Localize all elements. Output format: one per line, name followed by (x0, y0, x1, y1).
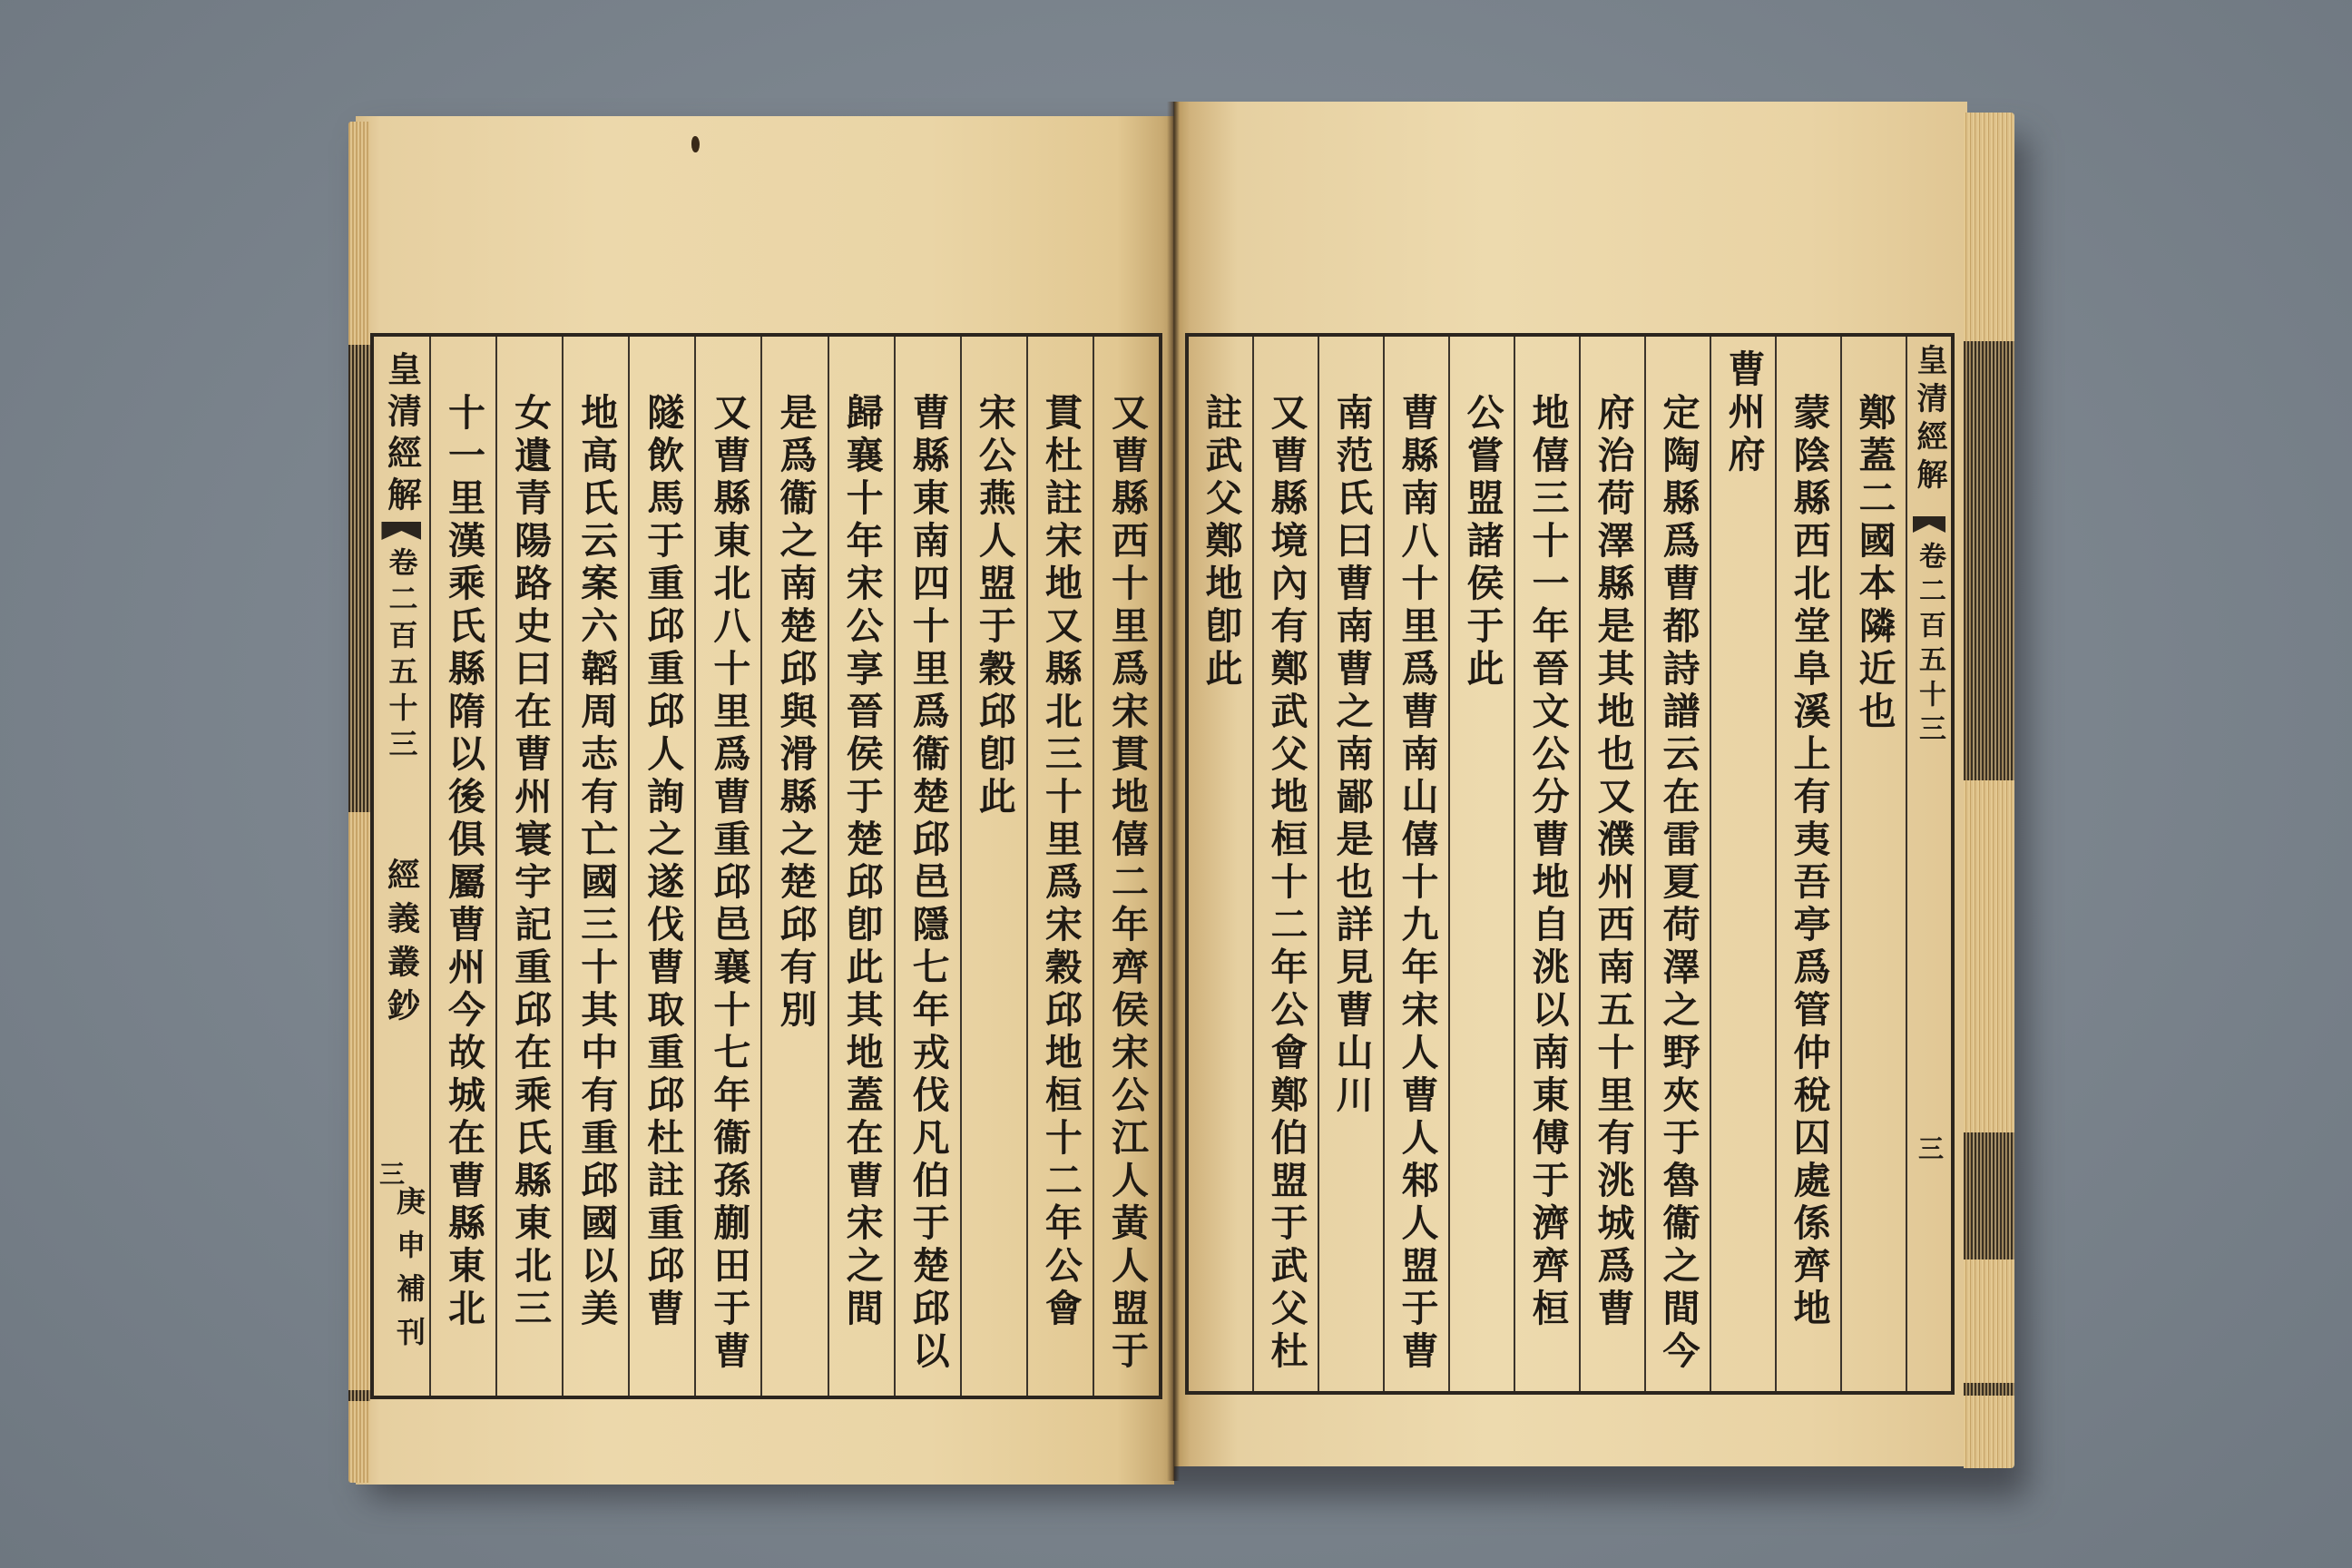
text-column (960, 337, 1026, 1396)
text-column (1579, 337, 1644, 1391)
text-column (429, 337, 495, 1396)
ink-spot (691, 136, 700, 152)
right-text-frame (1185, 333, 1955, 1395)
text-column (1644, 337, 1710, 1391)
edge-ink-mark (1964, 1383, 2014, 1396)
left-text-frame (370, 333, 1162, 1399)
left-page-edge-stack (348, 122, 370, 1483)
prefecture-heading: 曹州府 (1721, 349, 1766, 477)
juan-number: 卷二百五十三 (1914, 542, 1945, 749)
column-text: 定陶縣爲曹都詩譜云在雷夏荷澤之野夾于魯衞之間今 (1656, 393, 1700, 1374)
leaf-number: 三 (375, 1161, 406, 1186)
text-column (1840, 337, 1906, 1391)
column-text: 府治荷澤縣是其地也又濮州西南五十里有洮城爲曹 (1591, 393, 1635, 1331)
text-column (1448, 337, 1514, 1391)
text-column (1514, 337, 1579, 1391)
heading-column (1710, 337, 1775, 1391)
column-text: 鄭蓋二國本隣近也 (1852, 393, 1896, 734)
column-text: 女遺青陽路史曰在曹州寰宇記重邱在乘氏縣東北三 (508, 393, 553, 1331)
column-text: 南范氏曰曹南曹之南鄙是也詳見曹山川 (1329, 393, 1374, 1118)
book-title: 皇清經解 (381, 351, 423, 518)
banxin-margin (374, 337, 429, 1396)
column-text: 曹縣南八十里爲曹南山僖十九年宋人曹人邾人盟于曹 (1395, 393, 1439, 1374)
text-column (495, 337, 562, 1396)
text-column (694, 337, 760, 1396)
column-text: 又曹縣境內有鄭武父地桓十二年公會鄭伯盟于武父杜 (1264, 393, 1308, 1374)
right-page-edge-stack (1964, 113, 2014, 1468)
text-column (894, 337, 960, 1396)
edge-ink-mark (1964, 1132, 2014, 1259)
text-column (1775, 337, 1840, 1391)
edge-ink-mark (1964, 341, 2014, 780)
fish-tail-mark (1913, 516, 1945, 533)
text-column (1189, 337, 1252, 1391)
text-column (1026, 337, 1093, 1396)
edge-ink-mark (348, 345, 370, 812)
series-title: 經義叢鈔 (382, 858, 421, 1032)
text-column (828, 337, 894, 1396)
column-text: 又曹縣東北八十里爲曹重邱邑襄十七年衞孫蒯田于曹 (707, 393, 751, 1374)
banxin-margin (1906, 337, 1951, 1391)
juan-number: 卷二百五十三 (384, 547, 419, 765)
column-text: 公嘗盟諸侯于此 (1460, 393, 1504, 691)
text-column (1318, 337, 1383, 1391)
column-text: 註武父鄭地卽此 (1199, 393, 1243, 691)
text-column (628, 337, 694, 1396)
column-text: 又曹縣西十里爲宋貫地僖二年齊侯宋公江人黃人盟于 (1104, 393, 1149, 1374)
book-gutter (1167, 102, 1180, 1481)
column-text: 隧飲馬于重邱重邱人詢之遂伐曹取重邱杜註重邱曹 (641, 393, 685, 1331)
column-text: 地高氏云案六韜周志有亡國三十其中有重邱國以美 (574, 393, 619, 1331)
column-text: 十一里漢乘氏縣隋以後俱屬曹州今故城在曹縣東北 (442, 393, 486, 1331)
fish-tail-mark (381, 522, 421, 540)
column-text: 曹縣東南四十里爲衞楚邱邑隱七年戎伐凡伯于楚邱以 (906, 393, 950, 1374)
leaf-number: 三 (1915, 1135, 1945, 1161)
book-title: 皇清經解 (1911, 344, 1947, 496)
column-text: 宋公燕人盟于穀邱卽此 (972, 393, 1016, 819)
column-text: 貫杜註宋地又縣北三十里爲宋穀邱地桓十二年公會 (1038, 393, 1083, 1331)
column-text: 蒙陰縣西北堂阜溪上有夷吾亭爲管仲稅囚處係齊地 (1787, 393, 1831, 1331)
text-column (1383, 337, 1448, 1391)
reprint-note: 庚申補刊 (391, 1186, 426, 1360)
column-text: 是爲衞之南楚邱與滑縣之楚邱有別 (773, 393, 818, 1033)
text-column (562, 337, 628, 1396)
text-column (1093, 337, 1159, 1396)
edge-ink-mark (348, 1390, 370, 1401)
column-text: 歸襄十年宋公享晉侯于楚邱卽此其地蓋在曹宋之間 (839, 393, 884, 1331)
column-text: 地僖三十一年晉文公分曹地自洮以南東傅于濟齊桓 (1525, 393, 1570, 1331)
text-column (1252, 337, 1318, 1391)
text-column (760, 337, 827, 1396)
